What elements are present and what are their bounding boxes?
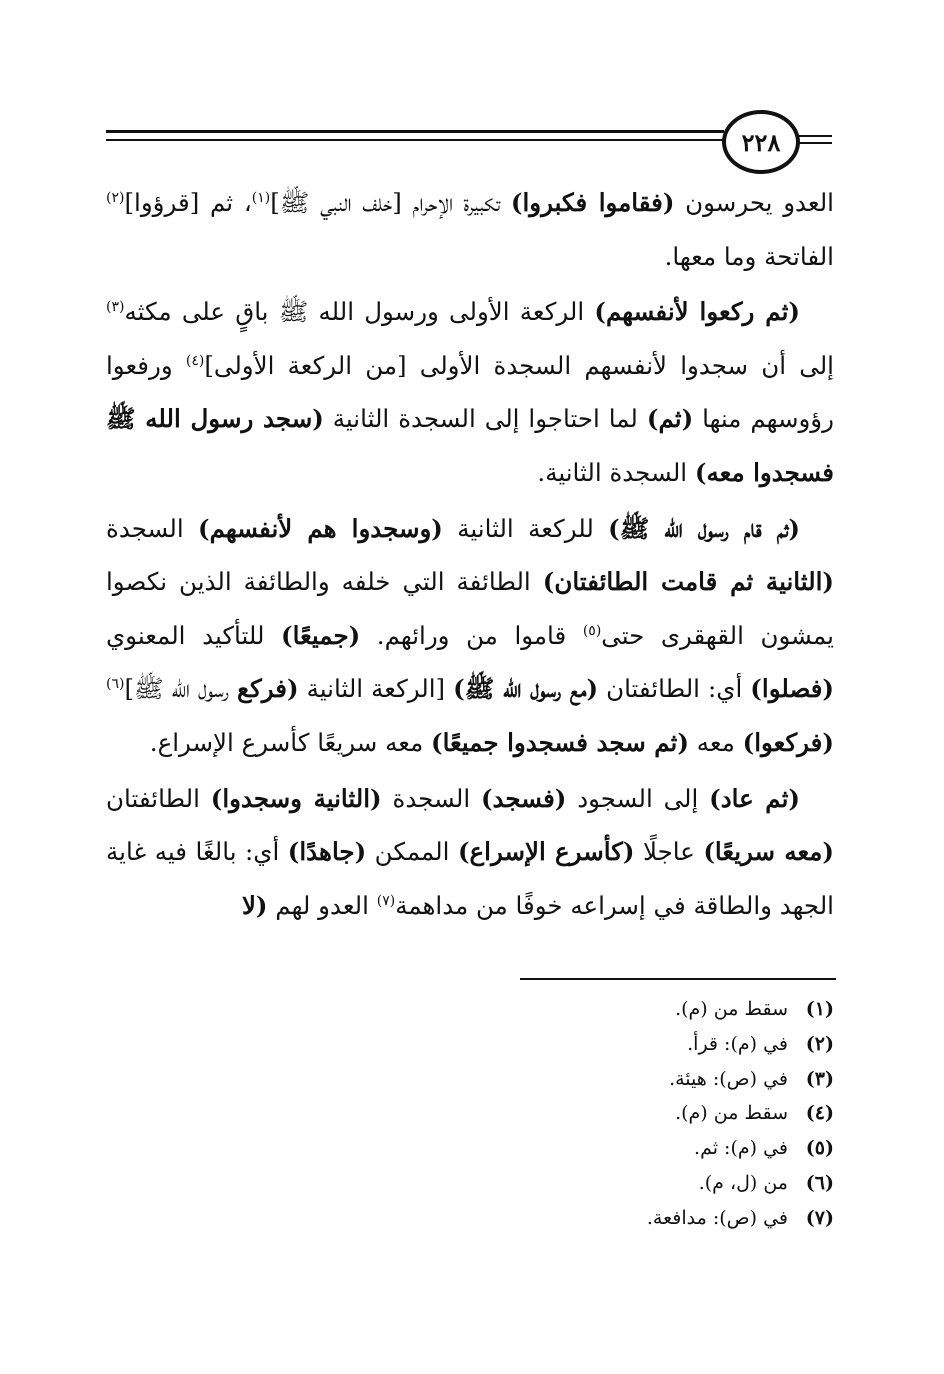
- text-run: السجدة: [381, 783, 481, 813]
- footnote-ref: (٦): [106, 676, 125, 693]
- footnote-text: في (م): قرأ.: [687, 1032, 788, 1055]
- footnote-mark: (٣): [805, 1067, 834, 1090]
- footnotes: [106, 992, 834, 1236]
- paragraph-1: [106, 176, 834, 283]
- footnote-mark: (٥): [805, 1137, 834, 1160]
- text-run: عاجلًا: [634, 837, 704, 867]
- footnote-text: في (ص): هيئة.: [669, 1067, 788, 1090]
- footnote-mark: (٧): [805, 1206, 834, 1229]
- text-run: السجدة الثانية.: [537, 457, 695, 487]
- footnote-text: سقط من (م).: [675, 1102, 788, 1125]
- footnote-ref: (٢): [106, 189, 125, 206]
- header-rule-bottom: [106, 139, 724, 141]
- page-number: ٢٢٨: [722, 110, 800, 174]
- footnote-mark: (٤): [805, 1102, 834, 1125]
- text-run: العدو يحرسون: [674, 188, 834, 217]
- text-run: أي: الطائفتان: [598, 674, 751, 704]
- text-run: الممكن: [366, 837, 458, 867]
- footnote-item: [106, 1201, 834, 1236]
- text-run: الطائفة التي خلفه والطائفة الذين نكصوا يمشون القهقرى حتى: [106, 567, 834, 650]
- text-run: إلى السجود: [566, 783, 710, 813]
- text-run: معه سريعًا كأسرع الإسراع.: [149, 727, 431, 757]
- text-run: العدو لهم: [267, 890, 377, 920]
- footnote-text: في (ص): مدافعة.: [646, 1206, 788, 1229]
- matn-text: (جاهدًا): [287, 837, 367, 867]
- matn-text: (الثانية وسجدوا): [210, 783, 382, 813]
- footnote-item: [106, 1096, 834, 1131]
- matn-text: (جميعًا): [281, 620, 361, 650]
- text-run: للتأكيد المعنوي: [106, 620, 282, 650]
- footnote-item: [106, 1131, 834, 1166]
- footnote-ref: (٣): [106, 299, 125, 316]
- footnote-ref: (١): [251, 189, 271, 206]
- paragraph-2: [106, 285, 834, 499]
- text-run: ورفعوا رؤوسهم منها: [106, 350, 834, 434]
- footnote-mark: (١): [805, 998, 834, 1020]
- text-run: رسول الله ﷺ]: [124, 674, 238, 704]
- footnote-ref: (٧): [376, 892, 396, 909]
- text-run: أي: بالغًا فيه غاية الجهد والطاقة في إسراعه خوفًا من مداهمة: [106, 837, 834, 920]
- matn-text: (سجد رسول الله ﷺ فسجدوا معه): [106, 404, 834, 487]
- header-rule-top: [106, 130, 724, 133]
- text-run: لما احتاجوا إلى السجدة الثانية: [323, 404, 647, 434]
- text-run: الفاتحة وما معها.: [664, 241, 834, 271]
- matn-text: (فسجد): [480, 783, 567, 813]
- matn-text: (ثم عاد): [709, 783, 800, 813]
- paragraph-4: [106, 772, 834, 933]
- matn-text: (وسجدوا هم لأنفسهم): [198, 513, 443, 543]
- footnote-mark: (٢): [805, 1032, 834, 1055]
- footnote-ref: (٥): [582, 622, 602, 639]
- header-rule-right-bottom: [796, 142, 832, 144]
- matn-text: (ثم ركعوا لأنفسهم): [594, 297, 800, 327]
- text-run: ، ثم [قرؤوا]: [124, 188, 252, 217]
- matn-text: (كأسرع الإسراع): [457, 837, 635, 867]
- text-run: إلى أن سجدوا لأنفسهم السجدة الأولى [من الركعة الأولى]: [204, 350, 834, 380]
- footnote-item: [106, 1062, 834, 1097]
- matn-text: (فركع: [237, 674, 299, 704]
- footnote-item: [106, 992, 834, 1027]
- matn-text: (الثانية ثم قامت الطائفتان): [542, 567, 834, 597]
- footnote-separator: [520, 978, 836, 980]
- header-rule-right-top: [796, 135, 832, 137]
- footnote-text: في (م): ثم.: [694, 1137, 788, 1160]
- matn-text: (ثم سجد فسجدوا جميعًا): [431, 727, 689, 757]
- matn-text: (ثم): [646, 404, 694, 434]
- text-run: [الركعة الثانية: [298, 674, 454, 704]
- footnote-item: [106, 1166, 834, 1201]
- footnote-item: [106, 1027, 834, 1062]
- text-run: تكبيرة الإحرام [خلف النبي ﷺ]: [270, 188, 511, 217]
- footnote-mark: (٦): [805, 1171, 834, 1194]
- text-run: معه: [688, 727, 743, 757]
- footnote-text: من (ل، م).: [698, 1171, 788, 1194]
- matn-text: (فركعوا): [742, 727, 834, 757]
- footnote-ref: (٤): [185, 352, 205, 369]
- matn-text: (فقاموا فكبروا): [510, 188, 675, 217]
- footnote-text: سقط من (م).: [675, 998, 788, 1020]
- matn-text: (معه سريعًا): [703, 837, 834, 867]
- text-run: قاموا من ورائهم.: [360, 620, 583, 650]
- paragraph-3: [106, 502, 834, 770]
- main-text: [106, 176, 834, 934]
- text-run: للركعة الثانية: [442, 513, 609, 543]
- matn-text: (مع رسول الله ﷺ): [453, 674, 599, 704]
- page-header: [106, 112, 832, 172]
- matn-text: (فصلوا): [750, 674, 835, 704]
- text-run: الركعة الأولى ورسول الله ﷺ باقٍ على مكثه: [124, 297, 595, 327]
- text-run: الطائفتان: [106, 783, 211, 813]
- text-run: السجدة: [106, 513, 198, 543]
- matn-text: (ثم قام رسول الله ﷺ): [608, 513, 801, 543]
- matn-text: (لا: [241, 890, 268, 920]
